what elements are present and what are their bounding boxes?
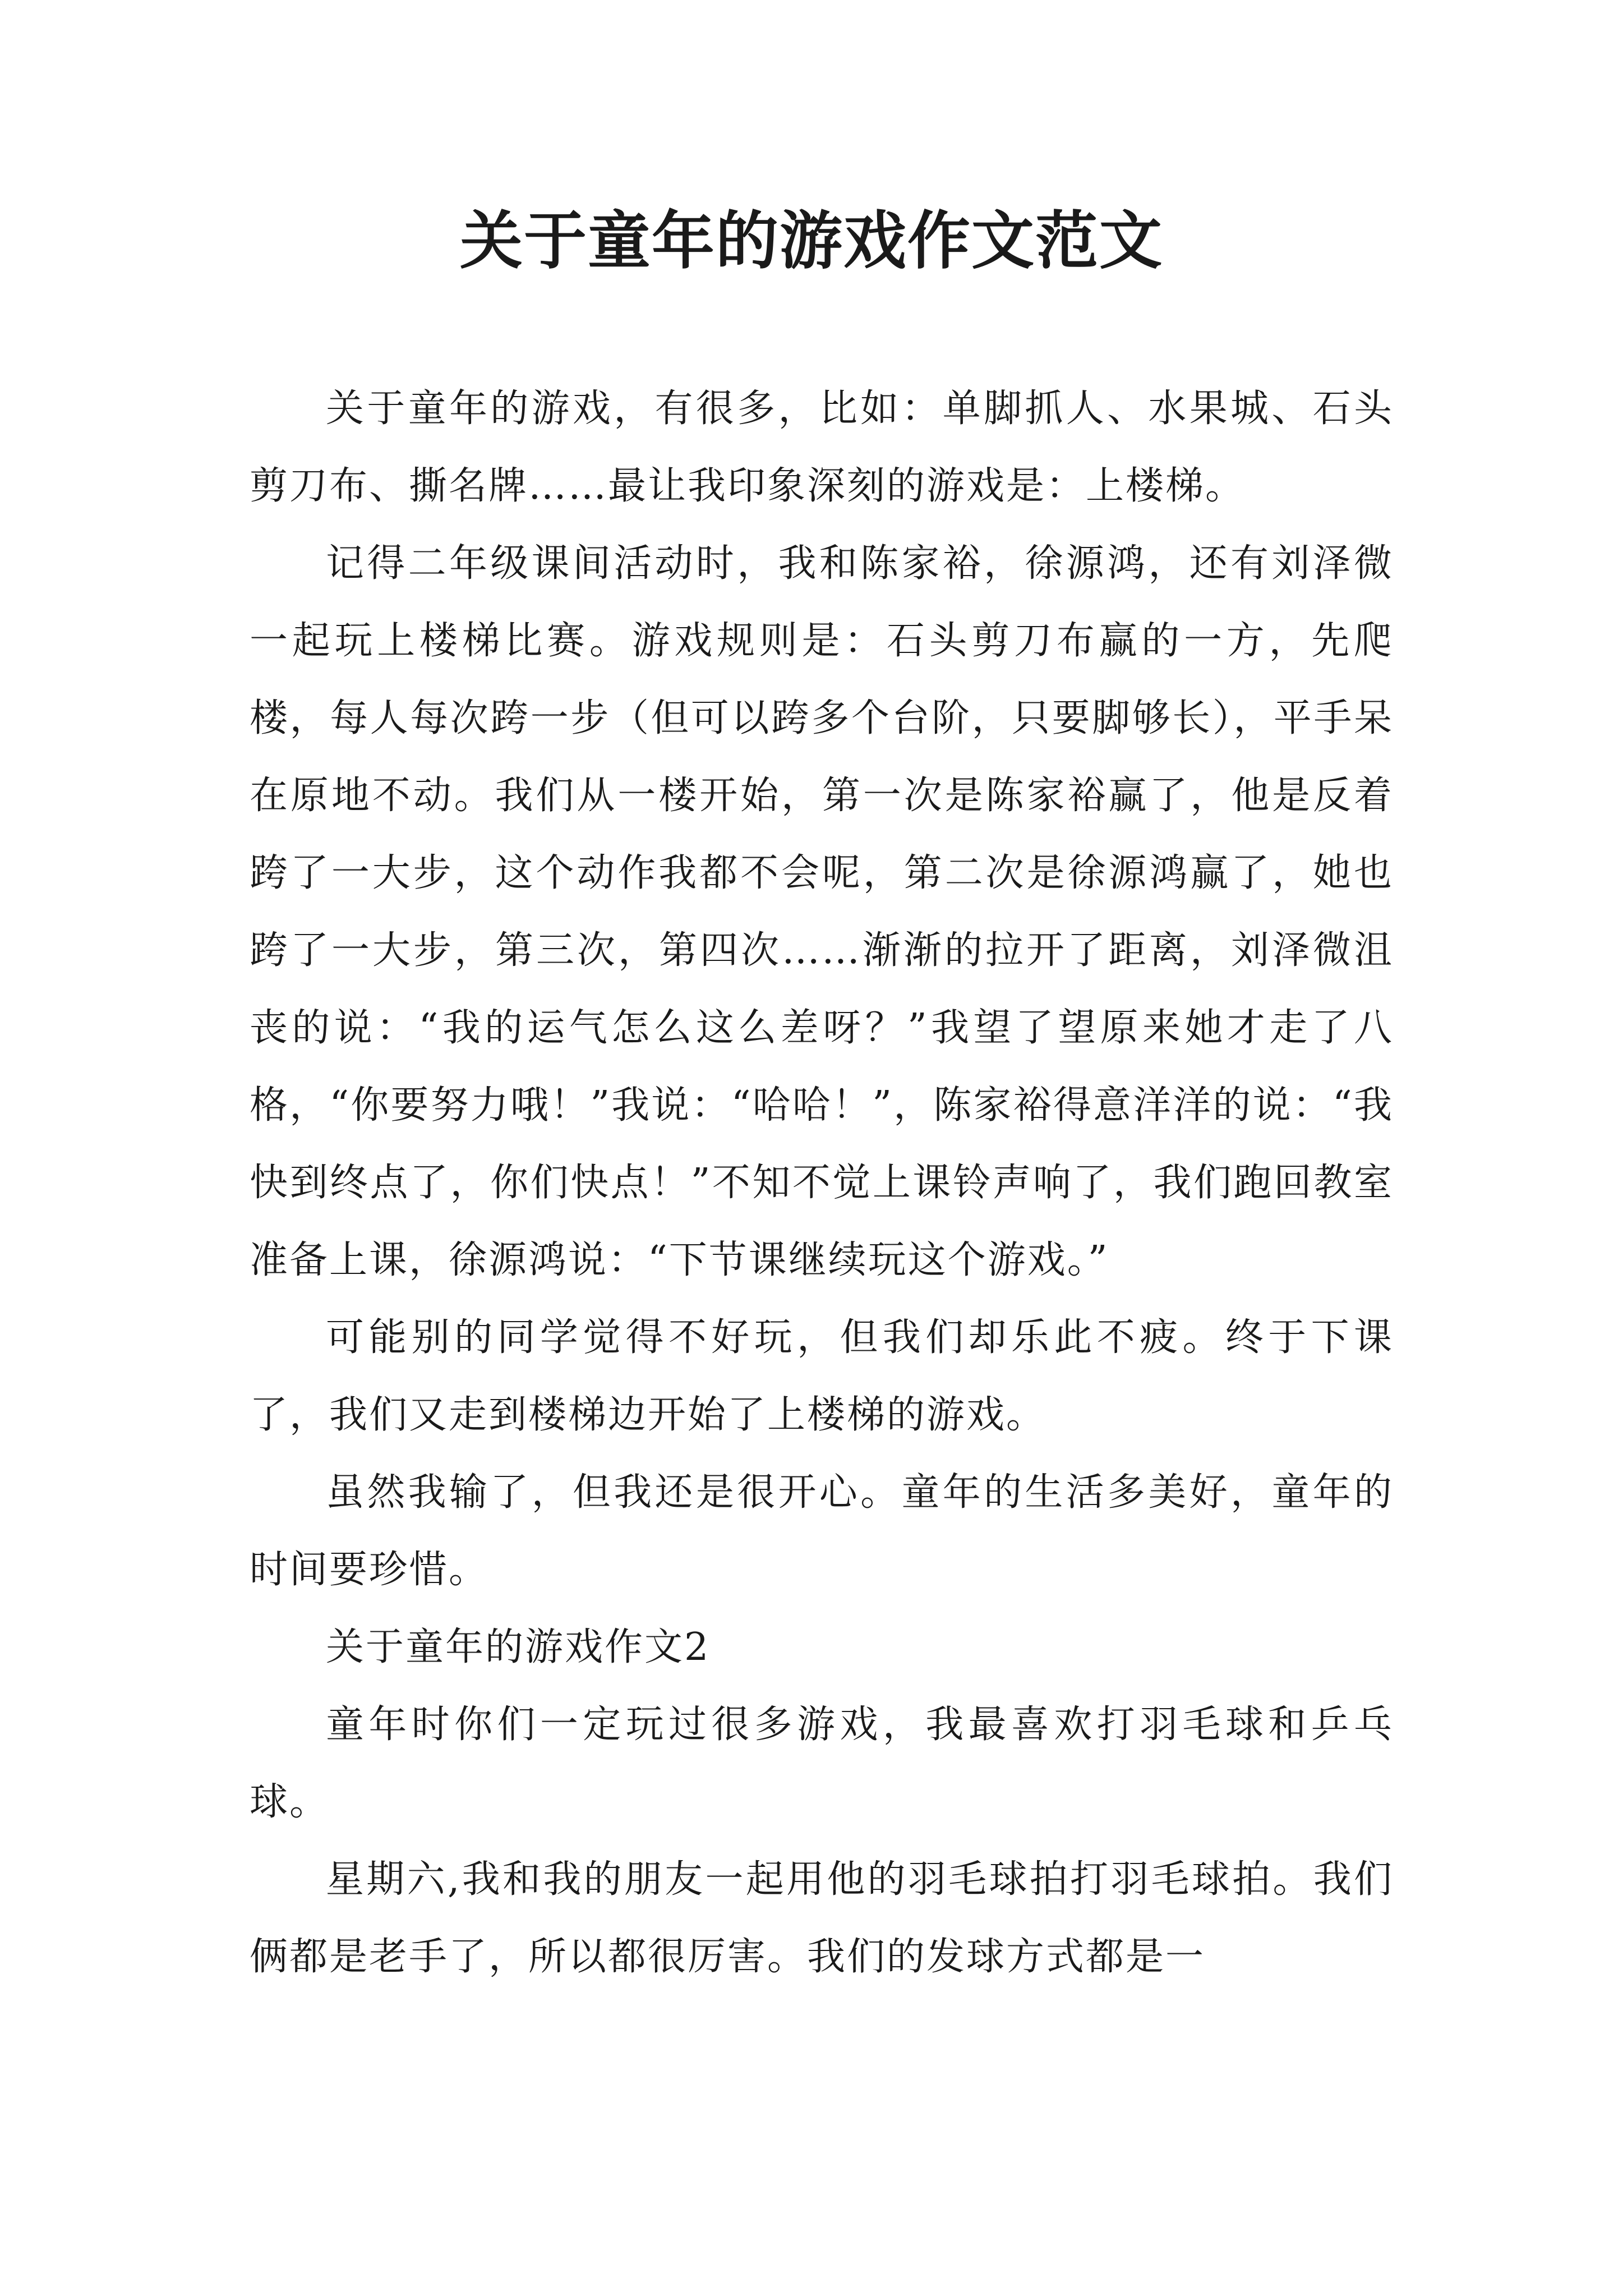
- page-title: 关于童年的游戏作文范文: [460, 205, 1163, 278]
- paragraph-5: 童年时你们一定玩过很多游戏，我最喜欢打羽毛球和乒乓球。: [250, 1703, 1394, 1824]
- paragraph-3: 可能别的同学觉得不好玩，但我们却乐此不疲。终于下课了，我们又走到楼梯边开始了上楼梯的游戏。: [250, 1315, 1394, 1437]
- section-heading: 关于童年的游戏作文2: [326, 1625, 711, 1669]
- paragraph-1: 关于童年的游戏，有很多，比如：单脚抓人、水果城、石头剪刀布、撕名牌……最让我印象深刻的游戏是：上楼梯。: [250, 386, 1394, 508]
- paragraph-4: 虽然我输了，但我还是很开心。童年的生活多美好，童年的时间要珍惜。: [250, 1470, 1394, 1592]
- paragraph-2: 记得二年级课间活动时，我和陈家裕，徐源鸿，还有刘泽微一起玩上楼梯比赛。游戏规则是：石头剪刀布赢的一方，先爬楼，每人每次跨一步（但可以跨多个台阶，只要脚够长），平手呆在原地不动。我们从一楼开始，第一次是陈家裕赢了，他是反着跨了一大步，这个动作我都不会呢，第二次是徐源鸿赢了，她也跨了一大步，第三次，第四次……渐渐的拉开了距离，刘泽微沮丧的说：“我的运气怎么这么差呀？”我望了望原来她才走了八格，“你要努力哦！”我说：“哈哈！”，陈家裕得意洋洋的说：“我快到终点了，你们快点！”不知不觉上课铃声响了，我们跑回教室准备上课，徐源鸿说：“下节课继续玩这个游戏。”: [250, 541, 1394, 1282]
- paragraph-6: 星期六,我和我的朋友一起用他的羽毛球拍打羽毛球拍。我们俩都是老手了，所以都很厉害。我们的发球方式都是一: [250, 1857, 1394, 1979]
- article-body: [250, 370, 1394, 1996]
